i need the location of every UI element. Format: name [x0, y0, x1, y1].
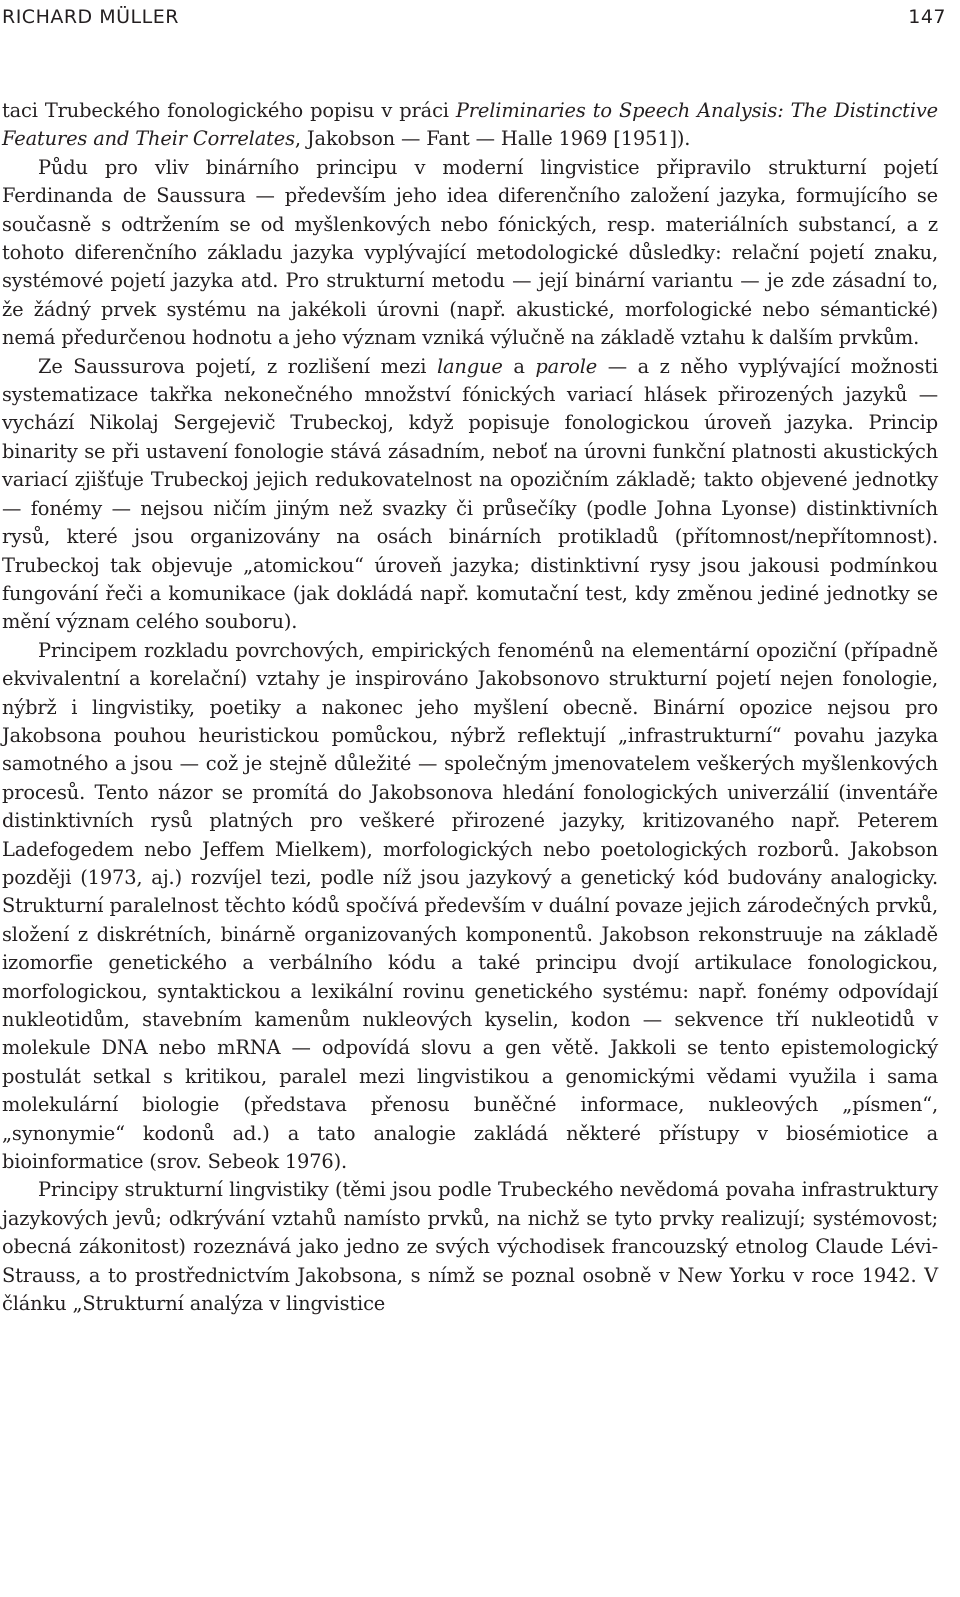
page-header — [2, 2, 946, 32]
term-parole: parole — [535, 354, 598, 378]
paragraph-4: Principem rozkladu povrchových, empirických fenoménů na elementární opoziční (případně ekvivalentní a korelační) vztahy je inspirováno Jakobsonovo strukturní pojetí nejen fonologie, nýbrž i lingvistiky, poetiky a nakonec jeho myšlení obecně. Binární opozice nejsou pro Jakobsona pouhou heuristickou pomůckou, nýbrž reflektují „infrastrukturní“ povahu jazyka samotného a jsou — což je stejně důležité — společným jmenovatelem veškerých myšlenkových procesů. Tento názor se promítá do Jakobsonova hledání fonologických univerzálií (inventáře distinktivních rysů platných pro veškeré přirozené jazyky, kritizovaného např. Peterem Ladefogedem nebo Jeffem Mielkem), morfologických nebo poetologických rozborů. Jakobson později (1973, aj.) rozvíjel tezi, podle níž jsou jazykový a genetický kód budovány analogicky. Strukturní paralelnost těchto kódů spočívá především v duální povaze jejich zárodečných prvků, složení z diskrétních, binárně organizovaných komponentů. Jakobson rekonstruuje na základě izomorfie genetického a verbálního kódu a také principu dvojí artikulace fonologickou, morfologickou, syntaktickou a lexikální rovinu genetického systému: např. fonémy odpovídají nukleotidům, stavebním kamenům nukleových kyselin, kodon — sekvence tří nukleotidů v molekule DNA nebo mRNA — odpovídá slovu a gen větě. Jakkoli se tento epistemologický postulát setkal s kritikou, paralel mezi lingvistikou a genomickými vědami využila i sama molekulární biologie (představa přenosu buněčné informace, nukleových „písmen“, „synonymie“ kodonů ad.) a tato analogie zakládá některé přístupy v biosémiotice a bioinformatice (srov. Sebeok 1976). — [2, 638, 938, 1174]
paragraph-1-text-b: , Jakobson — Fant — Halle 1969 [1951]). — [294, 127, 691, 151]
paragraph-3 — [2, 353, 938, 637]
body-text — [2, 97, 938, 1318]
paragraph-5: Principy strukturní lingvistiky (těmi jsou podle Trubeckého nevědomá povaha infrastruktury jazykových jevů; odkrývání vztahů namísto prvků, na nichž se tyto prvky realizují; systémovost; obecná zákonitost) rozeznává jako jedno ze svých východisek francouzský etnolog Claude Lévi-Strauss, a to prostřednictvím Jakobsona, s nímž se poznal osobně v New Yorku v roce 1942. V článku „Strukturní analýza v lingvistice — [2, 1178, 938, 1316]
paragraph-3-text-a: Ze Saussurova pojetí, z rozlišení mezi — [38, 354, 437, 378]
page-number: 147 — [908, 6, 946, 28]
term-langue: langue — [436, 354, 503, 378]
paragraph-1-text-a: taci Trubeckého fonologického popisu v práci — [2, 99, 456, 122]
paragraph-2: Půdu pro vliv binárního principu v moderní lingvistice připravilo strukturní pojetí Ferdinanda de Saussura — především jeho idea diferenčního založení jazyka, formujícího se současně s odtržením se od myšlenkových nebo fónických, resp. materiálních substancí, a z tohoto diferenčního základu jazyka vyplývající metodologické důsledky: relační pojetí znaku, systémové pojetí jazyka atd. Pro strukturní metodu — její binární variantu — je zde zásadní to, že žádný prvek systému na jakékoli úrovni (např. akustické, morfologické nebo sémantické) nemá předurčenou hodnotu a jeho význam vzniká výlučně na základě vztahu k dalším prvkům. — [2, 155, 938, 350]
paragraph-3-text-c: — a z něho vyplývající možnosti systematizace takřka nekonečného množství fónických variací hlásek přirozených jazyků — vychází Nikolaj Sergejevič Trubeckoj, když popisuje fonologickou úroveň jazyka. Princip binarity se při ustavení fonologie stává zásadním, neboť na úrovni funkční platnosti akustických variací zjišťuje Trubeckoj jejich redukovatelnost na opozičním základě; takto objevené jednotky — fonémy — nejsou ničím jiným než svazky či průsečíky (podle Johna Lyonse) distinktivních rysů, které jsou organizovány na osách binárních protikladů (přítomnost/nepřítomnost). Trubeckoj tak objevuje „atomickou“ úroveň jazyka; distinktivní rysy jsou jakousi podmínkou fungování řeči a komunikace (jak dokládá např. komutační test, kdy změnou jediné jednotky se mění význam celého souboru). — [2, 354, 938, 634]
cited-work-title: Preliminaries to Speech Analysis: The Distinctive Features and Their Correlates — [2, 99, 939, 151]
paragraph-3-text-b: a — [502, 354, 536, 378]
running-head: RICHARD MÜLLER — [2, 6, 179, 28]
paragraph-1 — [2, 97, 938, 154]
